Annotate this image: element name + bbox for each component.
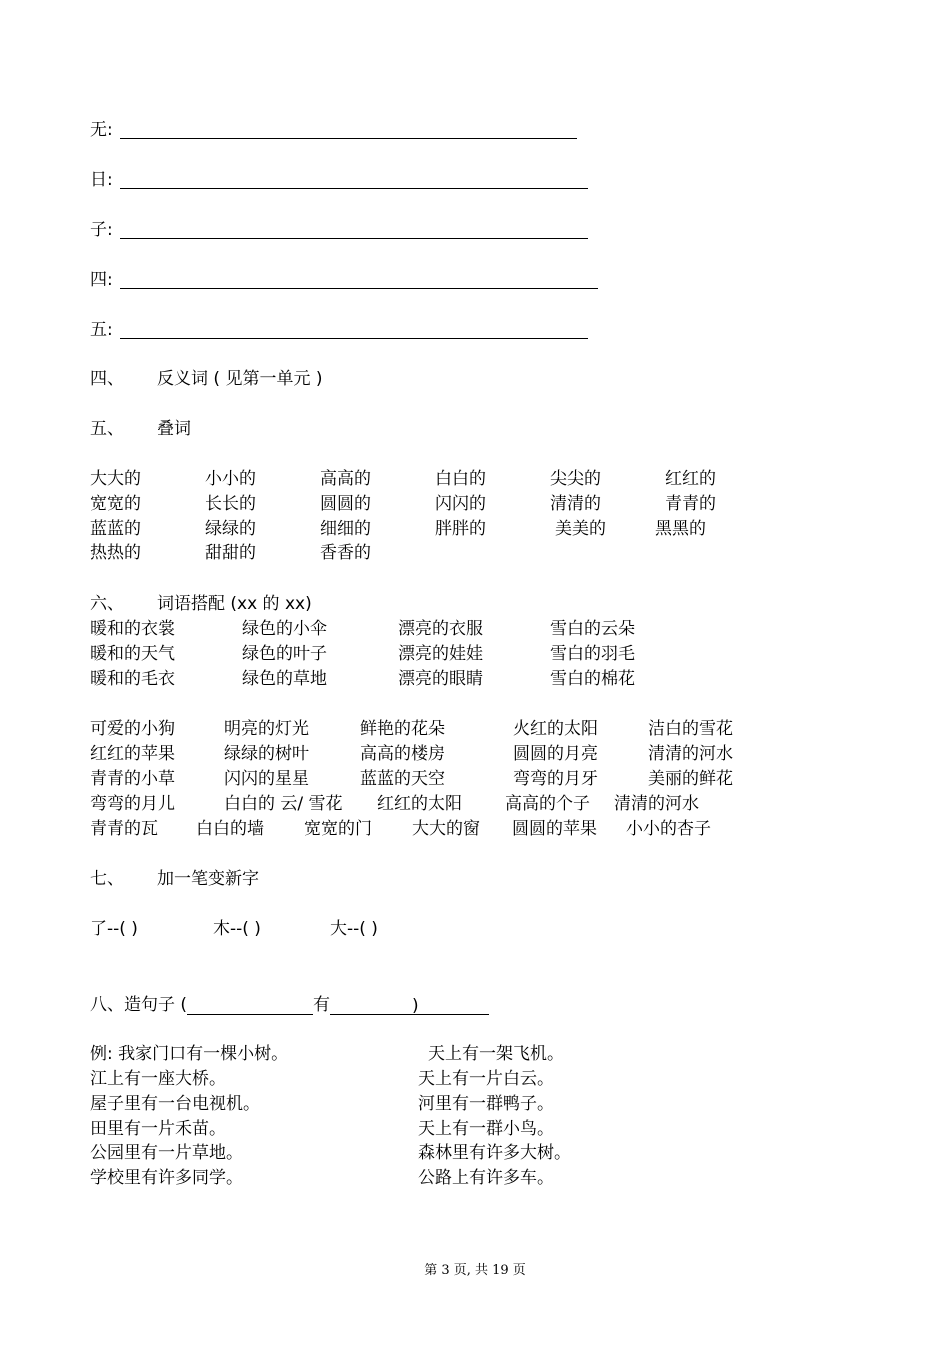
phrase: 绿色的小伞 bbox=[242, 619, 327, 639]
reduplicated-word: 美美的 bbox=[555, 519, 606, 539]
fill-label: 日: bbox=[90, 170, 113, 190]
phrase: 弯弯的月牙 bbox=[513, 769, 598, 789]
reduplicated-word: 细细的 bbox=[320, 519, 371, 539]
phrase: 雪白的羽毛 bbox=[550, 644, 635, 664]
sentence-right: 森林里有许多大树。 bbox=[418, 1143, 571, 1163]
reduplicated-word: 清清的 bbox=[550, 494, 601, 514]
section-4-number: 四、 bbox=[90, 369, 124, 389]
section-8-heading bbox=[90, 995, 489, 1015]
sentence-left: 田里有一片禾苗。 bbox=[90, 1119, 226, 1139]
add-stroke-item: 木--( ) bbox=[213, 919, 261, 939]
add-stroke-item: 了--( ) bbox=[90, 919, 138, 939]
fill-label: 无: bbox=[90, 120, 113, 140]
sentence-right: 天上有一片白云。 bbox=[418, 1069, 554, 1089]
phrase: 漂亮的衣服 bbox=[398, 619, 483, 639]
section-6-number: 六、 bbox=[90, 594, 124, 614]
sentence-left: 学校里有许多同学。 bbox=[90, 1168, 243, 1188]
phrase: 美丽的鲜花 bbox=[648, 769, 733, 789]
fill-line bbox=[120, 338, 588, 339]
reduplicated-word: 蓝蓝的 bbox=[90, 519, 141, 539]
reduplicated-word: 热热的 bbox=[90, 543, 141, 563]
phrase: 漂亮的眼睛 bbox=[398, 669, 483, 689]
blank-line bbox=[187, 996, 313, 1015]
reduplicated-word: 大大的 bbox=[90, 469, 141, 489]
reduplicated-word: 甜甜的 bbox=[205, 543, 256, 563]
reduplicated-word: 青青的 bbox=[665, 494, 716, 514]
fill-line bbox=[120, 138, 577, 139]
phrase: 圆圆的苹果 bbox=[512, 819, 597, 839]
reduplicated-word: 圆圆的 bbox=[320, 494, 371, 514]
phrase: 雪白的云朵 bbox=[550, 619, 635, 639]
phrase: 高高的楼房 bbox=[360, 744, 445, 764]
reduplicated-word: 白白的 bbox=[435, 469, 486, 489]
sentence-left: 屋子里有一台电视机。 bbox=[90, 1094, 260, 1114]
fill-line bbox=[120, 238, 588, 239]
section-5-number: 五、 bbox=[90, 419, 124, 439]
reduplicated-word: 长长的 bbox=[205, 494, 256, 514]
reduplicated-word: 高高的 bbox=[320, 469, 371, 489]
sentence-right: 天上有一群小鸟。 bbox=[418, 1119, 554, 1139]
phrase: 鲜艳的花朵 bbox=[360, 719, 445, 739]
phrase: 洁白的雪花 bbox=[648, 719, 733, 739]
phrase: 白白的 云/ 雪花 bbox=[224, 794, 343, 814]
reduplicated-word: 胖胖的 bbox=[435, 519, 486, 539]
phrase: 漂亮的娃娃 bbox=[398, 644, 483, 664]
section-7-title: 加一笔变新字 bbox=[157, 869, 259, 889]
reduplicated-word: 宽宽的 bbox=[90, 494, 141, 514]
phrase: 暖和的毛衣 bbox=[90, 669, 175, 689]
add-stroke-item: 大--( ) bbox=[330, 919, 378, 939]
phrase: 暖和的天气 bbox=[90, 644, 175, 664]
phrase: 大大的窗 bbox=[412, 819, 480, 839]
phrase: 红红的太阳 bbox=[377, 794, 462, 814]
sentence-left: 江上有一座大桥。 bbox=[90, 1069, 226, 1089]
phrase: 可爱的小狗 bbox=[90, 719, 175, 739]
section-7-number: 七、 bbox=[90, 869, 124, 889]
blank-line bbox=[330, 996, 412, 1015]
phrase: 蓝蓝的天空 bbox=[360, 769, 445, 789]
fill-line bbox=[120, 288, 598, 289]
fill-line bbox=[120, 188, 588, 189]
section-8-prefix: 八、造句子 ( bbox=[90, 995, 188, 1015]
phrase: 火红的太阳 bbox=[513, 719, 598, 739]
phrase: 明亮的灯光 bbox=[224, 719, 309, 739]
phrase: 宽宽的门 bbox=[304, 819, 372, 839]
reduplicated-word: 绿绿的 bbox=[205, 519, 256, 539]
sentence-left: 公园里有一片草地。 bbox=[90, 1143, 243, 1163]
section-5-title: 叠词 bbox=[157, 419, 191, 439]
phrase: 弯弯的月儿 bbox=[90, 794, 175, 814]
section-8-middle: 有 bbox=[313, 995, 331, 1015]
phrase: 绿色的草地 bbox=[242, 669, 327, 689]
phrase: 清清的河水 bbox=[614, 794, 699, 814]
reduplicated-word: 红红的 bbox=[665, 469, 716, 489]
phrase: 红红的苹果 bbox=[90, 744, 175, 764]
phrase: 高高的个子 bbox=[505, 794, 590, 814]
fill-label: 五: bbox=[90, 320, 113, 340]
phrase: 圆圆的月亮 bbox=[513, 744, 598, 764]
sentence-left: 例: 我家门口有一棵小树。 bbox=[90, 1044, 289, 1064]
section-6-title: 词语搭配 (xx 的 xx) bbox=[157, 594, 312, 614]
phrase: 暖和的衣裳 bbox=[90, 619, 175, 639]
phrase: 绿绿的树叶 bbox=[224, 744, 309, 764]
reduplicated-word: 小小的 bbox=[205, 469, 256, 489]
phrase: 青青的小草 bbox=[90, 769, 175, 789]
section-8-suffix: ) bbox=[412, 996, 489, 1015]
phrase: 闪闪的星星 bbox=[224, 769, 309, 789]
fill-label: 子: bbox=[90, 220, 113, 240]
phrase: 清清的河水 bbox=[648, 744, 733, 764]
reduplicated-word: 尖尖的 bbox=[550, 469, 601, 489]
page-footer: 第 3 页, 共 19 页 bbox=[424, 1263, 526, 1278]
reduplicated-word: 闪闪的 bbox=[435, 494, 486, 514]
phrase: 青青的瓦 bbox=[90, 819, 158, 839]
fill-label: 四: bbox=[90, 270, 113, 290]
phrase: 雪白的棉花 bbox=[550, 669, 635, 689]
phrase: 小小的杏子 bbox=[626, 819, 711, 839]
reduplicated-word: 香香的 bbox=[320, 543, 371, 563]
phrase: 绿色的叶子 bbox=[242, 644, 327, 664]
phrase: 白白的墙 bbox=[196, 819, 264, 839]
sentence-right: 天上有一架飞机。 bbox=[428, 1044, 564, 1064]
sentence-right: 河里有一群鸭子。 bbox=[418, 1094, 554, 1114]
sentence-right: 公路上有许多车。 bbox=[418, 1168, 554, 1188]
section-4-title: 反义词 ( 见第一单元 ) bbox=[157, 369, 323, 389]
reduplicated-word: 黑黑的 bbox=[655, 519, 706, 539]
